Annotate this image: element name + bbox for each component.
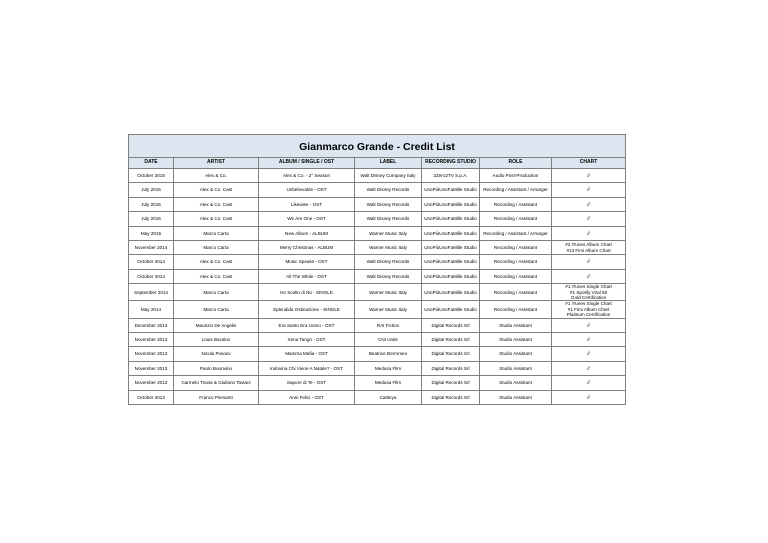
cell-studio: UnoPiùUnoFaMille Studio — [422, 284, 480, 301]
cell-chart — [552, 332, 626, 346]
chart-entry: // — [587, 351, 590, 357]
cell-label: RAI Fiction — [355, 318, 422, 332]
chart-entry: #2 iTunes Album Chart — [565, 242, 612, 248]
cell-studio: UnoPiùUnoFaMille Studio — [422, 226, 480, 240]
cell-chart — [552, 347, 626, 361]
cell-album: Sapore di Te - OST — [259, 376, 355, 390]
cell-label: CNI Unite — [355, 332, 422, 346]
cell-studio: Digital Records Srl — [422, 332, 480, 346]
table-row — [129, 269, 626, 283]
column-header-label: LABEL — [355, 158, 422, 169]
cell-role: Studio Assistant — [480, 376, 552, 390]
chart-entry: // — [587, 322, 590, 328]
header-row — [129, 158, 626, 169]
cell-album: Xena Tango - OST — [259, 332, 355, 346]
chart-entry: // — [587, 201, 590, 207]
cell-role: Recording / Assistant — [480, 240, 552, 254]
chart-entry: #1 iTunes Single Chart — [565, 284, 612, 290]
cell-label: Walt Disney Records — [355, 269, 422, 283]
cell-album: Alex & Co. - 2° Season — [259, 169, 355, 183]
cell-studio: Digital Records Srl — [422, 361, 480, 375]
cell-label: Beatrice Borromeo — [355, 347, 422, 361]
table-row — [129, 318, 626, 332]
column-header-artist: ARTIST — [174, 158, 259, 169]
table-row — [129, 212, 626, 226]
cell-date: October 2015 — [129, 169, 174, 183]
cell-label: Walt Disney Records — [355, 255, 422, 269]
cell-role: Recording / Assistant / Arranger — [480, 226, 552, 240]
cell-chart — [552, 361, 626, 375]
table-row — [129, 347, 626, 361]
chart-entry: // — [587, 394, 590, 400]
cell-studio: UnoPiùUnoFaMille Studio — [422, 269, 480, 283]
cell-label: Walt Disney Records — [355, 183, 422, 197]
chart-entry: Gold Certification — [570, 294, 607, 300]
cell-album: New Album - ALBUM — [259, 226, 355, 240]
cell-album: Splendida Ostinazione - SINGLE — [259, 301, 355, 318]
cell-date: October 2014 — [129, 255, 174, 269]
cell-album: We Are One - OST — [259, 212, 355, 226]
cell-date: November 2013 — [129, 347, 174, 361]
chart-entry: // — [587, 273, 590, 279]
cell-role: Recording / Assistant — [480, 212, 552, 226]
table-row — [129, 226, 626, 240]
cell-label: Warner Music Italy — [355, 284, 422, 301]
table-row — [129, 240, 626, 254]
column-header-date: DATE — [129, 158, 174, 169]
cell-chart — [552, 255, 626, 269]
table-row — [129, 255, 626, 269]
table-row — [129, 197, 626, 211]
cell-album: All The While - OST — [259, 269, 355, 283]
chart-entry: #1 Fimi Album Chart — [567, 306, 610, 312]
table-row — [129, 390, 626, 404]
cell-album: Anni Felici - OST — [259, 390, 355, 404]
chart-entry: // — [587, 336, 590, 342]
cell-artist: Marco Carta — [174, 240, 259, 254]
cell-studio: Digital Records Srl — [422, 318, 480, 332]
cell-artist: Maurizio De Angelis — [174, 318, 259, 332]
cell-date: July 2015 — [129, 183, 174, 197]
cell-artist: Alex & Co. Cast — [174, 212, 259, 226]
cell-role: Recording / Assistant — [480, 197, 552, 211]
cell-chart — [552, 240, 626, 254]
cell-artist: Franco Piersanti — [174, 390, 259, 404]
cell-date: October 2014 — [129, 269, 174, 283]
cell-date: September 2014 — [129, 284, 174, 301]
column-header-studio: RECORDING STUDIO — [422, 158, 480, 169]
cell-label: Warner Music Italy — [355, 301, 422, 318]
cell-role: Studio Assistant — [480, 332, 552, 346]
cell-label: Medusa Film — [355, 361, 422, 375]
cell-role: Recording / Assistant — [480, 269, 552, 283]
cell-role: Recording / Assistant / Arranger — [480, 183, 552, 197]
cell-artist: Louis Bacalov — [174, 332, 259, 346]
cell-album: Indovina Chi Viene A Natale? - OST — [259, 361, 355, 375]
cell-studio: Digital Records Srl — [422, 347, 480, 361]
chart-entry: // — [587, 216, 590, 222]
column-header-chart: CHART — [552, 158, 626, 169]
cell-artist: Alex & Co. Cast — [174, 269, 259, 283]
chart-entry: #1 Spotify Viral 50 — [569, 289, 608, 295]
column-header-album: ALBUM / SINGLE / OST — [259, 158, 355, 169]
cell-label: Walt Disney Company Italy — [355, 169, 422, 183]
cell-album: Mamma Mafia - OST — [259, 347, 355, 361]
cell-chart — [552, 269, 626, 283]
cell-date: November 2013 — [129, 361, 174, 375]
cell-role: Recording / Assistant — [480, 284, 552, 301]
table-row — [129, 301, 626, 318]
cell-chart — [552, 318, 626, 332]
cell-date: July 2015 — [129, 197, 174, 211]
credit-list-table — [128, 134, 626, 405]
cell-date: October 2013 — [129, 390, 174, 404]
cell-artist: Paolo Buonvino — [174, 361, 259, 375]
cell-studio: UnoPiùUnoFaMille Studio — [422, 212, 480, 226]
cell-chart — [552, 284, 626, 301]
cell-artist: Alex & Co. Cast — [174, 197, 259, 211]
chart-entry: Platinum Certification — [566, 312, 611, 318]
cell-album: Era Santo Era Uomo - OST — [259, 318, 355, 332]
cell-role: Studio Assistant — [480, 390, 552, 404]
cell-album: Ho Scelto di No - SINGLE — [259, 284, 355, 301]
cell-role: Studio Assistant — [480, 318, 552, 332]
cell-studio: UnoPiùUnoFaMille Studio — [422, 255, 480, 269]
table-row — [129, 284, 626, 301]
cell-label: Walt Disney Records — [355, 212, 422, 226]
table-row — [129, 332, 626, 346]
cell-date: July 2015 — [129, 212, 174, 226]
cell-date: December 2013 — [129, 318, 174, 332]
cell-chart — [552, 197, 626, 211]
cell-artist: Marco Carta — [174, 301, 259, 318]
cell-artist: Alex & Co. — [174, 169, 259, 183]
cell-studio: 3Zero2TV S.p.A. — [422, 169, 480, 183]
cell-artist: Carmelo Travia & Giuliano Taviani — [174, 376, 259, 390]
cell-chart — [552, 301, 626, 318]
cell-label: Medusa Film — [355, 376, 422, 390]
cell-date: November 2014 — [129, 240, 174, 254]
cell-album: Likewise - OST — [259, 197, 355, 211]
cell-artist: Nicola Piovani — [174, 347, 259, 361]
cell-label: Cattleya — [355, 390, 422, 404]
cell-date: May 2015 — [129, 226, 174, 240]
cell-role: Studio Assistant — [480, 361, 552, 375]
cell-artist: Alex & Co. Cast — [174, 255, 259, 269]
cell-studio: UnoPiùUnoFaMille Studio — [422, 240, 480, 254]
cell-album: Music Speaks - OST — [259, 255, 355, 269]
cell-album: Unbelievable - OST — [259, 183, 355, 197]
cell-studio: Digital Records Srl — [422, 376, 480, 390]
cell-date: May 2014 — [129, 301, 174, 318]
cell-chart — [552, 169, 626, 183]
cell-artist: Marco Carta — [174, 284, 259, 301]
cell-studio: UnoPiùUnoFaMille Studio — [422, 183, 480, 197]
cell-chart — [552, 183, 626, 197]
cell-chart — [552, 212, 626, 226]
page-title: Gianmarco Grande - Credit List — [129, 135, 626, 158]
cell-date: November 2013 — [129, 376, 174, 390]
chart-entry: // — [587, 187, 590, 193]
chart-entry: // — [587, 172, 590, 178]
cell-studio: Digital Records Srl — [422, 390, 480, 404]
cell-role: Audio Post-Production — [480, 169, 552, 183]
chart-entry: // — [587, 365, 590, 371]
cell-label: Warner Music Italy — [355, 226, 422, 240]
chart-entry: // — [587, 259, 590, 265]
cell-chart — [552, 390, 626, 404]
cell-role: Recording / Assistant — [480, 301, 552, 318]
column-header-role: ROLE — [480, 158, 552, 169]
cell-chart — [552, 376, 626, 390]
chart-entry: // — [587, 380, 590, 386]
cell-artist: Alex & Co. Cast — [174, 183, 259, 197]
cell-studio: UnoPiùUnoFaMille Studio — [422, 197, 480, 211]
table-row — [129, 361, 626, 375]
cell-label: Walt Disney Records — [355, 197, 422, 211]
cell-role: Recording / Assistant — [480, 255, 552, 269]
cell-artist: Marco Carta — [174, 226, 259, 240]
cell-role: Studio Assistant — [480, 347, 552, 361]
cell-studio: UnoPiùUnoFaMille Studio — [422, 301, 480, 318]
cell-chart — [552, 226, 626, 240]
chart-entry: #13 Fimi Album Chart — [566, 247, 611, 253]
table-row — [129, 376, 626, 390]
table-row — [129, 169, 626, 183]
chart-entry: #1 iTunes Single Chart — [565, 301, 612, 307]
chart-entry: // — [587, 230, 590, 236]
table-row — [129, 183, 626, 197]
cell-album: Merry Christmas - ALBUM — [259, 240, 355, 254]
cell-label: Warner Music Italy — [355, 240, 422, 254]
cell-date: November 2013 — [129, 332, 174, 346]
